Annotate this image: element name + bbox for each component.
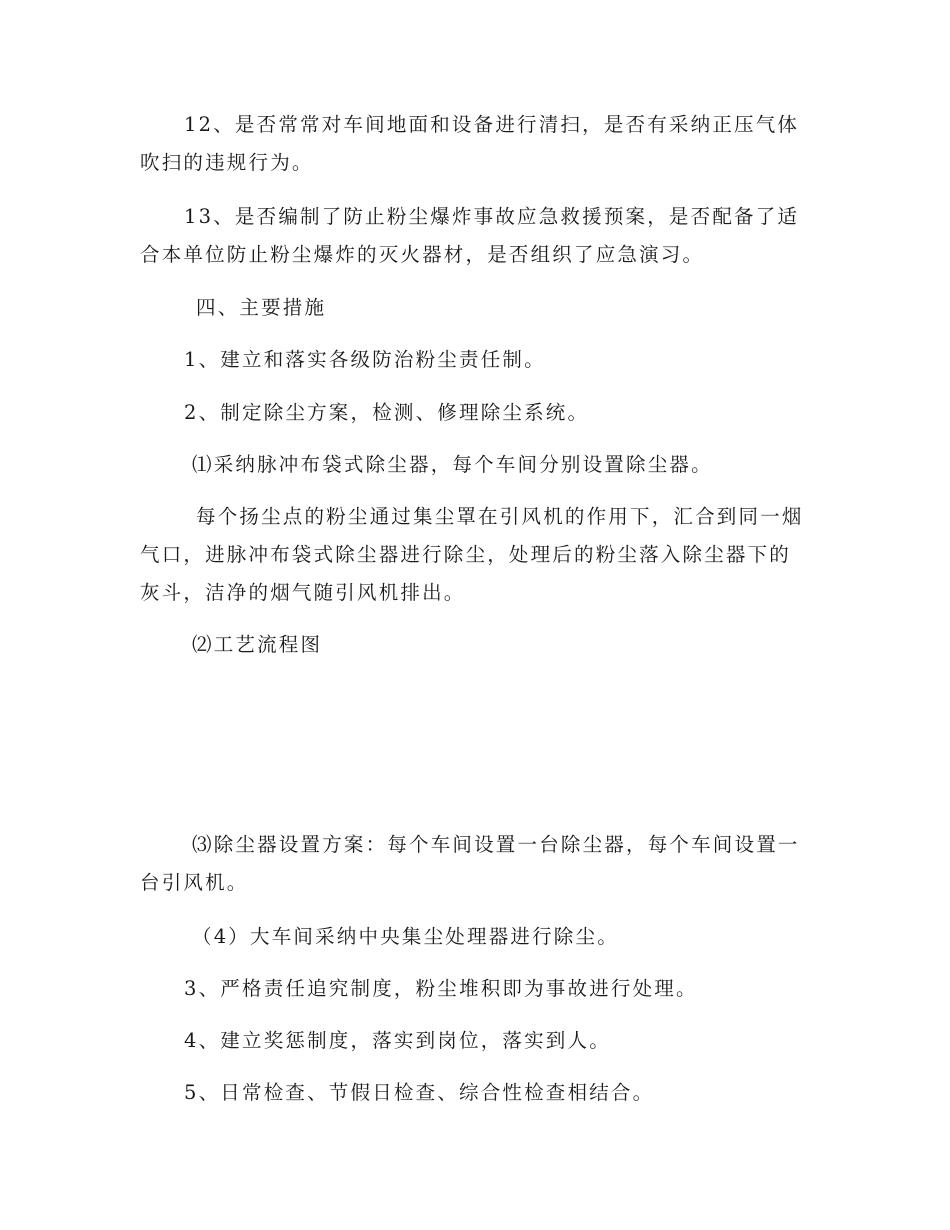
- process-flow-diagram-area: [140, 672, 810, 822]
- paragraph-line: 吹扫的违规行为。: [140, 151, 314, 174]
- paragraph-line: 台引风机。: [140, 871, 249, 894]
- paragraph-sub-4: [192, 918, 862, 956]
- paragraph-sub-1: [192, 446, 862, 484]
- paragraph-measure-2: [184, 394, 854, 432]
- paragraph-line: 1、建立和落实各级防治粉尘责任制。: [184, 348, 546, 371]
- paragraph-line: 12、是否常常对车间地面和设备进行清扫，是否有采纳正压气体: [184, 113, 800, 136]
- paragraph-sub-3: [140, 826, 810, 902]
- paragraph-measure-5: [184, 1074, 854, 1112]
- paragraph-line: 13、是否编制了防止粉尘爆炸事故应急救援预案，是否配备了适: [184, 205, 800, 228]
- paragraph-sub-2: [192, 626, 862, 664]
- paragraph-line: 气口，进脉冲布袋式除尘器进行除尘，处理后的粉尘落入除尘器下的: [140, 543, 792, 566]
- paragraph-line: 2、制定除尘方案，检测、修理除尘系统。: [184, 401, 590, 424]
- paragraph-line: ⑵工艺流程图: [192, 633, 323, 656]
- paragraph-line: 3、严格责任追究制度，粉尘堆积即为事故进行处理。: [184, 977, 698, 1000]
- paragraph-line: 4、建立奖惩制度，落实到岗位，落实到人。: [184, 1029, 611, 1052]
- paragraph-line: 每个扬尘点的粉尘通过集尘罩在引风机的作用下，汇合到同一烟: [196, 505, 804, 528]
- heading-line: 四、主要措施: [196, 296, 327, 319]
- paragraph-item-13: [140, 198, 810, 274]
- paragraph-line: 合本单位防止粉尘爆炸的灭火器材，是否组织了应急演习。: [140, 243, 705, 266]
- paragraph-line: （4）大车间采纳中央集尘处理器进行除尘。: [192, 925, 619, 948]
- paragraph-line: ⑴采纳脉冲布袋式除尘器，每个车间分别设置除尘器。: [192, 453, 713, 476]
- paragraph-line: ⑶除尘器设置方案：每个车间设置一台除尘器，每个车间设置一: [192, 833, 800, 856]
- paragraph-measure-4: [184, 1022, 854, 1060]
- paragraph-line: 灰斗，洁净的烟气随引风机排出。: [140, 581, 466, 604]
- paragraph-measure-3: [184, 970, 854, 1008]
- paragraph-measure-1: [184, 341, 854, 379]
- paragraph-line: 5、日常检查、节假日检查、综合性检查相结合。: [184, 1081, 655, 1104]
- paragraph-process-desc: [140, 498, 810, 612]
- section-heading-measures: [196, 289, 866, 327]
- paragraph-item-12: [140, 106, 810, 182]
